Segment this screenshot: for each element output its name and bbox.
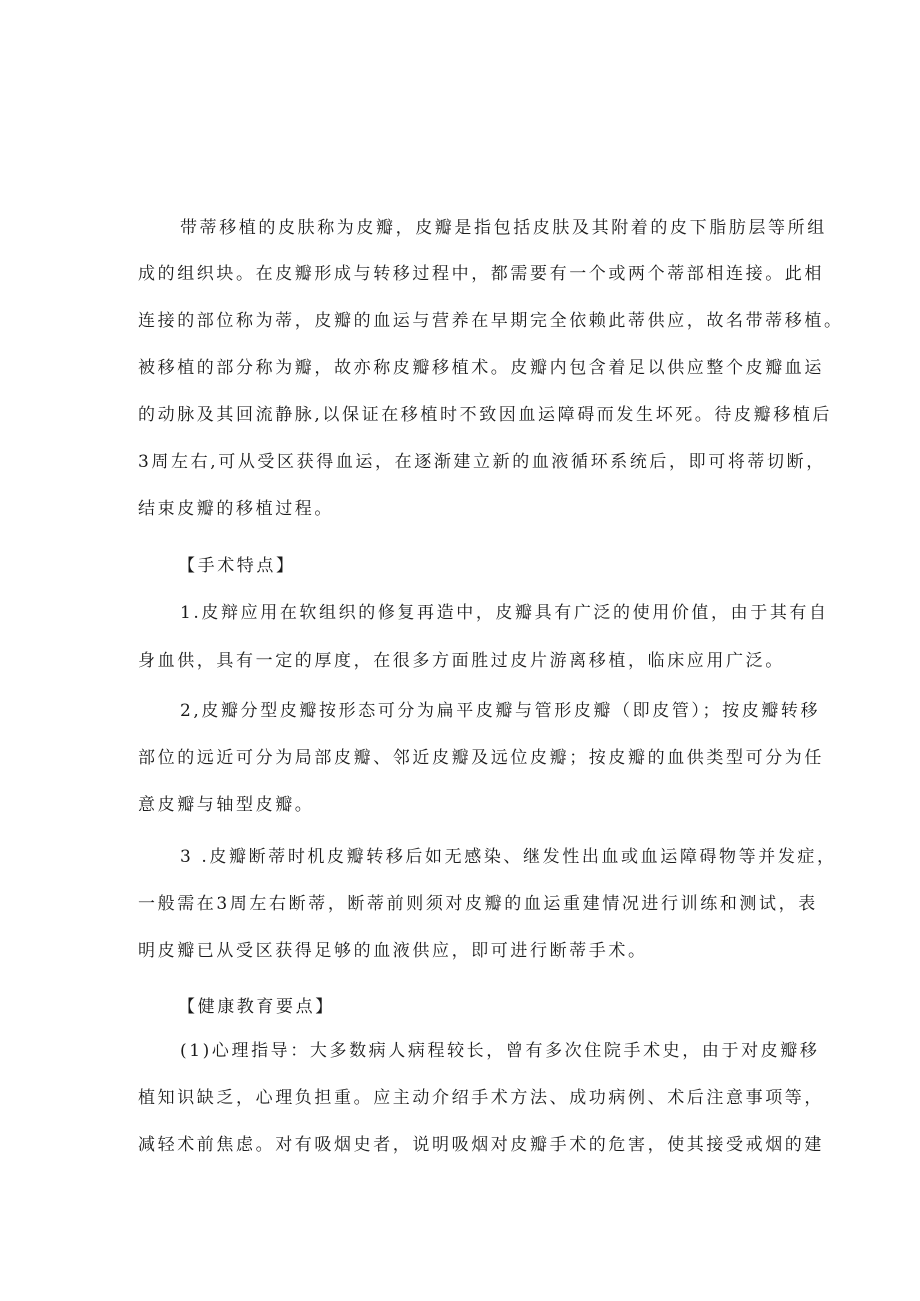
health-item1-line-3: 减轻术前焦虑。对有吸烟史者，说明吸烟对皮瓣手术的危害，使其接受戒烟的建 [138, 1135, 824, 1155]
item3-line-3: 明皮瓣已从受区获得足够的血液供应，即可进行断蒂手术。 [138, 941, 648, 961]
item3-line-1: 3 .皮瓣断蒂时机皮瓣转移后如无感染、继发性出血或血运障碍物等并发症， [180, 847, 837, 867]
item2-line-1: 2,皮瓣分型皮瓣按形态可分为扁平皮瓣与管形皮瓣（即皮管）；按皮瓣转移 [180, 701, 821, 721]
intro-line-7: 结束皮瓣的移植过程。 [138, 499, 334, 519]
health-item1-line-2: 植知识缺乏，心理负担重。应主动介绍手术方法、成功病例、术后注意事项等， [138, 1088, 824, 1108]
intro-line-6: 3周左右,可从受区获得血运，在逐渐建立新的血液循环系统后，即可将蒂切断， [138, 452, 826, 472]
item2-line-2: 部位的远近可分为局部皮瓣、邻近皮瓣及远位皮瓣；按皮瓣的血供类型可分为任 [138, 748, 824, 768]
section-heading-surgery-features: 【手术特点】 [178, 556, 296, 576]
item3-line-2: 一般需在3周左右断蒂，断蒂前则须对皮瓣的血运重建情况进行训练和测试，表 [138, 894, 818, 914]
health-item1-line-1: (1)心理指导：大多数病人病程较长，曾有多次住院手术史，由于对皮瓣移 [180, 1041, 820, 1061]
intro-line-3: 连接的部位称为蒂，皮瓣的血运与营养在早期完全依赖此蒂供应，故名带蒂移植。 [138, 311, 844, 331]
intro-line-1: 带蒂移植的皮肤称为皮瓣，皮瓣是指包括皮肤及其附着的皮下脂肪层等所组 [180, 218, 827, 238]
intro-line-4: 被移植的部分称为瓣，故亦称皮瓣移植术。皮瓣内包含着足以供应整个皮瓣血运 [138, 358, 824, 378]
intro-line-2: 成的组织块。在皮瓣形成与转移过程中，都需要有一个或两个蒂部相连接。此相 [138, 264, 824, 284]
intro-line-5: 的动脉及其回流静脉,以保证在移植时不致因血运障碍而发生坏死。待皮瓣移植后 [138, 405, 833, 425]
item1-line-1: 1.皮辩应用在软组织的修复再造中，皮瓣具有广泛的使用价值，由于其有自 [180, 603, 829, 623]
item2-line-3: 意皮瓣与轴型皮瓣。 [138, 795, 315, 815]
item1-line-2: 身血供，具有一定的厚度，在很多方面胜过皮片游离移植，临床应用广泛。 [138, 651, 785, 671]
section-heading-health-education: 【健康教育要点】 [178, 997, 335, 1017]
